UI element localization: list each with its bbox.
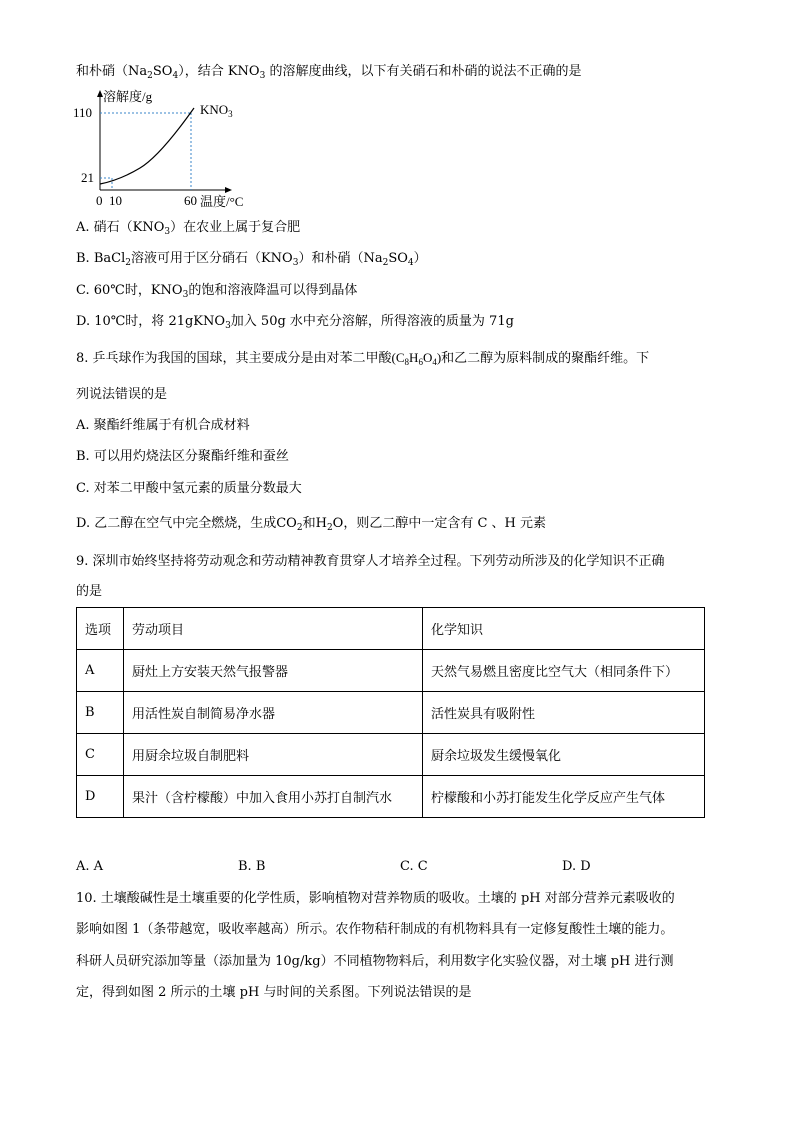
table-row	[77, 734, 705, 776]
header-option: 选项	[77, 608, 124, 650]
q10-stem-line3: 科研人员研究添加等量（添加量为 10g/kg）不同植物物料后，利用数字化实验仪器，对土壤 pH 进行测	[76, 954, 674, 969]
cell-knowledge: 厨余垃圾发生缓慢氧化	[423, 734, 705, 776]
cell-labor: 果汁（含柠檬酸）中加入食用小苏打自制汽水	[124, 776, 423, 818]
q8-stem-line1: 8. 乒乓球作为我国的国球，其主要成分是由对苯二甲酸$(C_8H_6O_4)$和乙二醇为原料制成的聚酯纤维。下	[76, 350, 650, 367]
q8-formula: $(C_8H_6O_4)$	[391, 350, 442, 367]
q7-option-b[interactable]: B. BaCl$_2$溶液可用于区分硝石$(KNO_3)$和朴硝$(Na_2SO_4)$	[76, 251, 427, 268]
q8-option-c[interactable]: C. 对苯二甲酸中氢元素的质量分数最大	[76, 481, 302, 496]
cell-labor: 厨灶上方安装天然气报警器	[124, 650, 423, 692]
cell-option: B	[77, 692, 124, 734]
header-labor: 劳动项目	[124, 608, 423, 650]
table-row	[77, 650, 705, 692]
table-header-row	[77, 608, 705, 650]
cell-labor: 用厨余垃圾自制肥料	[124, 734, 423, 776]
cell-knowledge: 天然气易燃且密度比空气大（相同条件下）	[423, 650, 705, 692]
q8-option-b[interactable]: B. 可以用灼烧法区分聚酯纤维和蚕丝	[76, 449, 289, 464]
q9-option-c[interactable]: C. C	[400, 859, 428, 874]
q9-option-b[interactable]: B. B	[238, 859, 266, 874]
table-row	[77, 776, 705, 818]
kno3-curve	[100, 108, 194, 184]
q9-stem-line1: 9. 深圳市始终坚持将劳动观念和劳动精神教育贯穿人才培养全过程。下列劳动所涉及的化学知识不正确	[76, 554, 665, 569]
q7-option-c[interactable]: C. 60℃时，$KNO_3$的饱和溶液降温可以得到晶体	[76, 283, 358, 300]
q7-option-d[interactable]: D. 10℃时，将 21gKNO$_3$加入 50g 水中充分溶解，所得溶液的质量为 71g	[76, 314, 514, 331]
curve-label: $KNO_3$	[200, 102, 233, 119]
y-tick-110: 110	[73, 105, 93, 120]
x-axis-arrow	[225, 187, 232, 193]
x-tick-60: 60	[184, 193, 197, 208]
cell-option: D	[77, 776, 124, 818]
q8-option-d[interactable]: D. 乙二醇在空气中完全燃烧，生成$CO_2$和$H_2O$，则乙二醇中一定含有 C 、H 元素	[76, 516, 547, 533]
q9-option-a[interactable]: A. A	[76, 859, 104, 874]
header-knowledge: 化学知识	[423, 608, 705, 650]
q9-stem-line2: 的是	[76, 584, 103, 599]
x-tick-0: 0	[96, 193, 103, 208]
q9-option-d[interactable]: D. D	[562, 859, 591, 874]
q7-option-a[interactable]: A. 硝石$(KNO_3)$在农业上属于复合肥	[76, 220, 301, 237]
table-row	[77, 692, 705, 734]
cell-knowledge: 活性炭具有吸附性	[423, 692, 705, 734]
q10-stem-line1: 10. 土壤酸碱性是土壤重要的化学性质，影响植物对营养物质的吸收。土壤的 pH 对部分营养元素吸收的	[76, 891, 675, 906]
cell-knowledge: 柠檬酸和小苏打能发生化学反应产生气体	[423, 776, 705, 818]
cell-labor: 用活性炭自制简易净水器	[124, 692, 423, 734]
q8-stem-line2: 列说法错误的是	[76, 387, 168, 402]
cell-option: A	[77, 650, 124, 692]
y-axis-label: 溶解度/g	[103, 89, 153, 104]
q9-table	[76, 607, 705, 818]
q10-stem-line4: 定，得到如图 2 所示的土壤 pH 与时间的关系图。下列说法错误的是	[76, 985, 472, 1000]
x-tick-10: 10	[109, 193, 122, 208]
y-tick-21: 21	[81, 170, 94, 185]
cell-option: C	[77, 734, 124, 776]
x-axis-label: 温度/°C	[200, 194, 244, 209]
q8-option-a[interactable]: A. 聚酯纤维属于有机合成材料	[76, 418, 250, 433]
q7-stem-tail: 和朴硝$(Na_2SO_4)$，结合 $KNO_3$ 的溶解度曲线，以下有关硝石和朴硝的说法不正确的是	[76, 64, 582, 81]
q10-stem-line2: 影响如图 1（条带越宽，吸收率越高）所示。农作物秸秆制成的有机物料具有一定修复酸性土壤的能力。	[76, 922, 674, 937]
kno3-solubility-chart	[70, 88, 270, 213]
